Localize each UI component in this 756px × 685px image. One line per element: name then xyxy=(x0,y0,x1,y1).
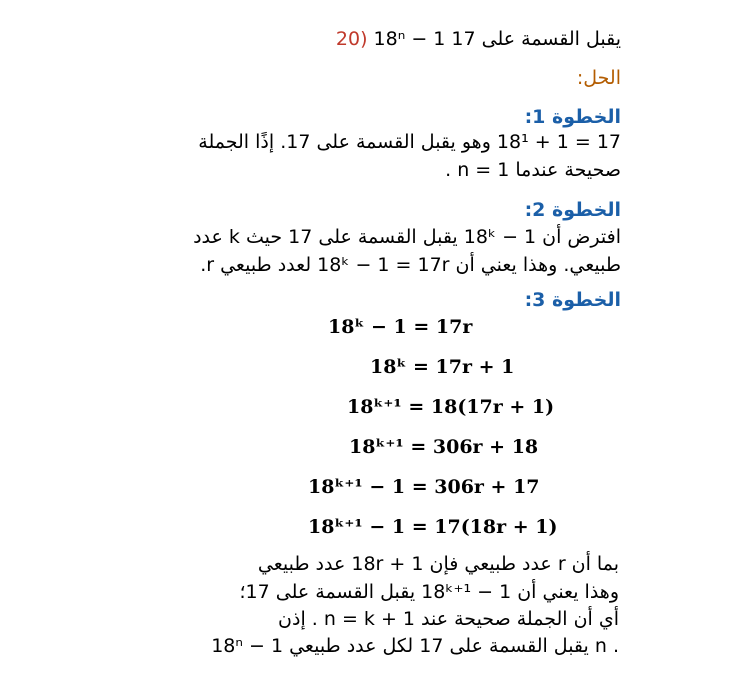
conclusion-line4: 18ⁿ − 1 يقبل القسمة على 17 لكل عدد طبيعي n . xyxy=(211,635,619,657)
step2-title: الخطوة 2: xyxy=(524,199,621,221)
step1-title: الخطوة 1: xyxy=(524,106,621,128)
step3-title: الخطوة 3: xyxy=(524,289,621,311)
step1-line1: 17 = 1 + 18¹ وهو يقبل القسمة على 17. إذًا الجملة xyxy=(198,131,621,153)
solution-label: الحل: xyxy=(576,67,621,89)
conclusion-line3: أي أن الجملة صحيحة عند n = k + 1 . إذن xyxy=(278,608,619,630)
equation-4: 18ᵏ⁺¹ = 306r + 18 xyxy=(349,436,539,458)
equation-2: 18ᵏ = 17r + 1 xyxy=(370,356,515,378)
problem-statement: 18ⁿ − 1 يقبل القسمة على 17 xyxy=(373,28,621,50)
equation-3: 18ᵏ⁺¹ = 18(17r + 1) xyxy=(347,396,555,418)
problem-number: 20) xyxy=(335,28,368,50)
step2-line2: طبيعي. وهذا يعني أن 18ᵏ − 1 = 17r لعدد طبيعي r. xyxy=(200,254,621,276)
equation-5: 18ᵏ⁺¹ − 1 = 306r + 17 xyxy=(308,476,540,498)
step1-line2: صحيحة عندما n = 1 . xyxy=(445,159,621,181)
conclusion-line1: بما أن r عدد طبيعي فإن 18r + 1 عدد طبيعي xyxy=(257,553,619,575)
problem-line xyxy=(336,27,621,51)
conclusion-line2: وهذا يعني أن 18ᵏ⁺¹ − 1 يقبل القسمة على 17؛ xyxy=(239,581,619,603)
step2-line1: افترض أن 18ᵏ − 1 يقبل القسمة على 17 حيث k عدد xyxy=(193,226,621,248)
equation-1: 18ᵏ − 1 = 17r xyxy=(328,316,473,338)
equation-6: 18ᵏ⁺¹ − 1 = 17(18r + 1) xyxy=(308,516,558,538)
